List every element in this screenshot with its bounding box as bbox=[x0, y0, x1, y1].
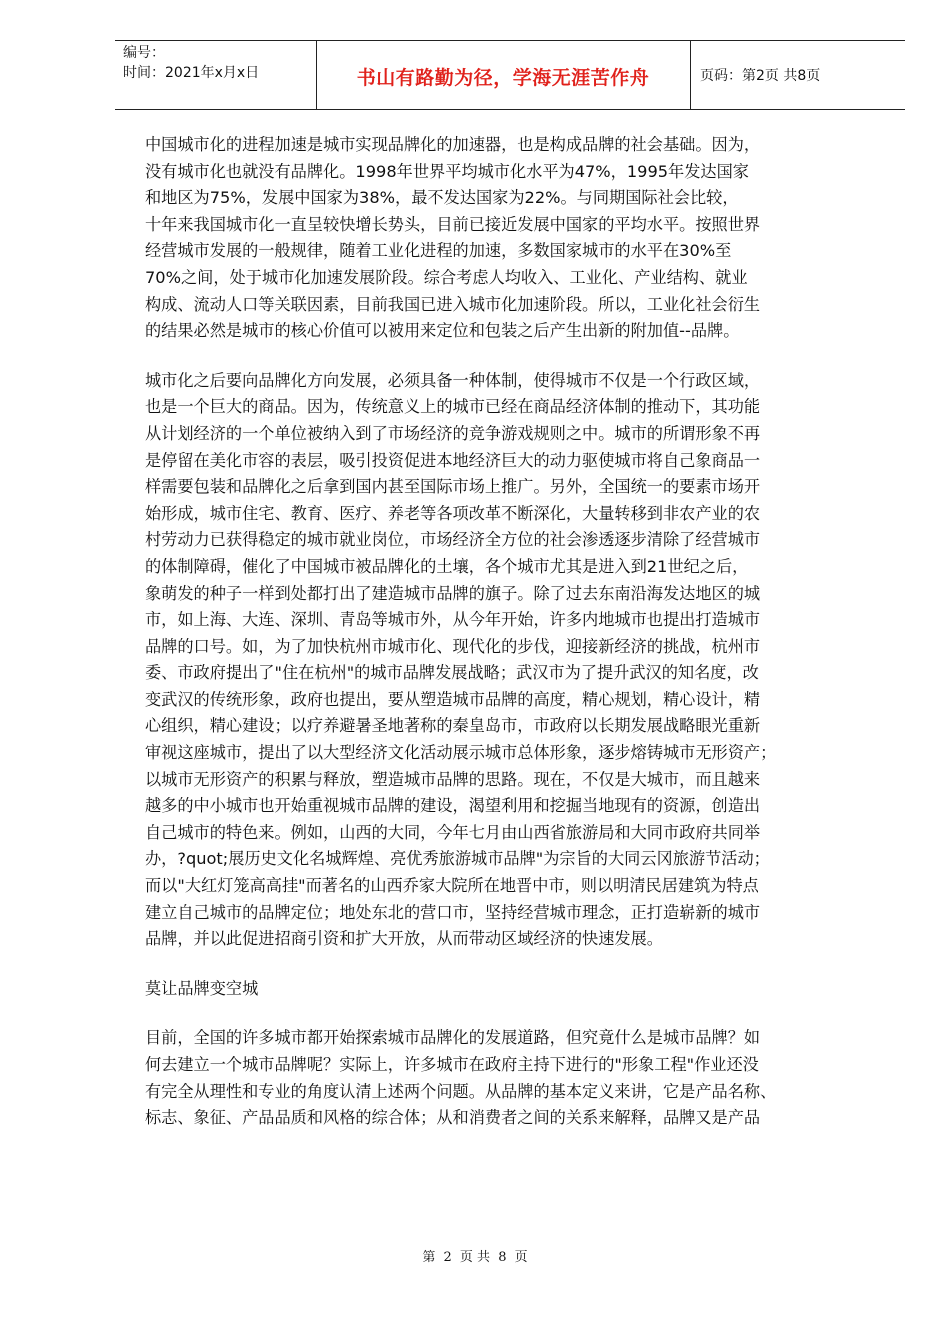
text-line: 的结果必然是城市的核心价值可以被用来定位和包装之后产生出新的附加值--品牌。 bbox=[145, 321, 740, 341]
text-line: 建立自己城市的品牌定位；地处东北的营口市，坚持经营城市理念，正打造崭新的城市 bbox=[145, 902, 761, 922]
paragraph-urbanization bbox=[145, 132, 875, 345]
header-time-label: 时间：2021年x月x日 bbox=[123, 65, 260, 81]
header-page-info: 页码：第2页 共8页 bbox=[700, 68, 821, 84]
text-line: 心组织，精心建设；以疗养避暑圣地著称的秦皇岛市，市政府以长期发展战略眼光重新 bbox=[145, 716, 761, 736]
text-line: 十年来我国城市化一直呈较快增长势头，目前已接近发展中国家的平均水平。按照世界 bbox=[145, 214, 761, 234]
text-line: 目前，全国的许多城市都开始探索城市品牌化的发展道路，但究竟什么是城市品牌？如 bbox=[145, 1028, 761, 1048]
footer-page-current: 2 bbox=[443, 1250, 452, 1265]
text-line: 从计划经济的一个单位被纳入到了市场经济的竞争游戏规则之中。城市的所谓形象不再 bbox=[145, 423, 761, 443]
section-heading: 莫让品牌变空城 bbox=[145, 978, 259, 998]
page-header bbox=[115, 40, 905, 110]
header-meta bbox=[123, 43, 259, 83]
text-line: 办，?quot;展历史文化名城辉煌、亮优秀旅游城市品牌"为宗旨的大同云冈旅游节活动； bbox=[145, 849, 770, 869]
footer-label-pre: 第 bbox=[422, 1250, 436, 1265]
text-line: 有完全从理性和专业的角度认清上述两个问题。从品牌的基本定义来讲，它是产品名称、 bbox=[145, 1081, 777, 1101]
text-line: 的体制障碍，催化了中国城市被品牌化的土壤，各个城市尤其是进入到21世纪之后， bbox=[145, 556, 749, 576]
text-line: 中国城市化的进程加速是城市实现品牌化的加速器，也是构成品牌的社会基础。因为， bbox=[145, 135, 761, 154]
footer-page-total: 8 bbox=[498, 1250, 507, 1265]
text-line: 象萌发的种子一样到处都打出了建造城市品牌的旗子。除了过去东南沿海发达地区的城 bbox=[145, 583, 761, 603]
text-line: 村劳动力已获得稳定的城市就业岗位，市场经济全方位的社会渗透逐步清除了经营城市 bbox=[145, 530, 761, 550]
header-motto: 书山有路勤为径，学海无涯苦作舟 bbox=[356, 67, 650, 89]
text-line: 城市化之后要向品牌化方向发展，必须具备一种体制，使得城市不仅是一个行政区域， bbox=[145, 370, 761, 390]
header-number-label: 编号： bbox=[123, 45, 165, 61]
text-line: 和地区为75%，发展中国家为38%，最不发达国家为22%。与同期国际社会比较， bbox=[145, 188, 739, 208]
footer-label-post: 页 bbox=[514, 1250, 528, 1265]
text-line: 70%之间，处于城市化加速发展阶段。综合考虑人均收入、工业化、产业结构、就业 bbox=[145, 267, 748, 287]
text-line: 没有城市化也就没有品牌化。1998年世界平均城市化水平为47%，1995年发达国家 bbox=[145, 161, 749, 181]
page-footer bbox=[0, 1246, 950, 1265]
footer-label-mid: 页 共 bbox=[459, 1250, 491, 1265]
text-line: 越多的中小城市也开始重视城市品牌的建设，渴望利用和挖掘当地现有的资源，创造出 bbox=[145, 796, 761, 816]
paragraph-branding bbox=[145, 368, 875, 953]
text-line: 始形成，城市住宅、教育、医疗、养老等各项改革不断深化，大量转移到非农产业的农 bbox=[145, 503, 761, 523]
text-line: 也是一个巨大的商品。因为，传统意义上的城市已经在商品经济体制的推动下，其功能 bbox=[145, 397, 761, 417]
text-line: 变武汉的传统形象，政府也提出，要从塑造城市品牌的高度，精心规划，精心设计，精 bbox=[145, 689, 761, 709]
text-line: 审视这座城市，提出了以大型经济文化活动展示城市总体形象，逐步熔铸城市无形资产； bbox=[145, 743, 777, 763]
text-line: 而以"大红灯笼高高挂"而著名的山西乔家大院所在地晋中市，则以明清民居建筑为特点 bbox=[145, 876, 759, 896]
text-line: 何去建立一个城市品牌呢？实际上，许多城市在政府主持下进行的"形象工程"作业还没 bbox=[145, 1055, 759, 1074]
text-line: 委、市政府提出了"住在杭州"的城市品牌发展战略；武汉市为了提升武汉的知名度，改 bbox=[145, 663, 759, 683]
text-line: 经营城市发展的一般规律，随着工业化进程的加速，多数国家城市的水平在30%至 bbox=[145, 241, 732, 261]
document-body bbox=[145, 132, 875, 1132]
header-divider-right bbox=[690, 41, 691, 109]
text-line: 自己城市的特色来。例如，山西的大同，今年七月由山西省旅游局和大同市政府共同举 bbox=[145, 822, 761, 842]
text-line: 市，如上海、大连、深圳、青岛等城市外，从今年开始，许多内地城市也提出打造城市 bbox=[145, 610, 761, 630]
text-line: 样需要包装和品牌化之后拿到国内甚至国际市场上推广。另外，全国统一的要素市场开 bbox=[145, 477, 761, 497]
text-line: 构成、流动人口等关联因素，目前我国已进入城市化加速阶段。所以，工业化社会衍生 bbox=[145, 294, 761, 314]
text-line: 品牌，并以此促进招商引资和扩大开放，从而带动区域经济的快速发展。 bbox=[145, 929, 663, 949]
paragraph-city-brand bbox=[145, 1025, 875, 1131]
text-line: 品牌的口号。如，为了加快杭州市城市化、现代化的步伐，迎接新经济的挑战，杭州市 bbox=[145, 636, 761, 656]
text-line: 是停留在美化市容的表层，吸引投资促进本地经济巨大的动力驱使城市将自己象商品一 bbox=[145, 450, 761, 470]
text-line: 标志、象征、产品品质和风格的综合体；从和消费者之间的关系来解释，品牌又是产品 bbox=[145, 1108, 761, 1128]
text-line: 以城市无形资产的积累与释放，塑造城市品牌的思路。现在，不仅是大城市，而且越来 bbox=[145, 769, 761, 789]
